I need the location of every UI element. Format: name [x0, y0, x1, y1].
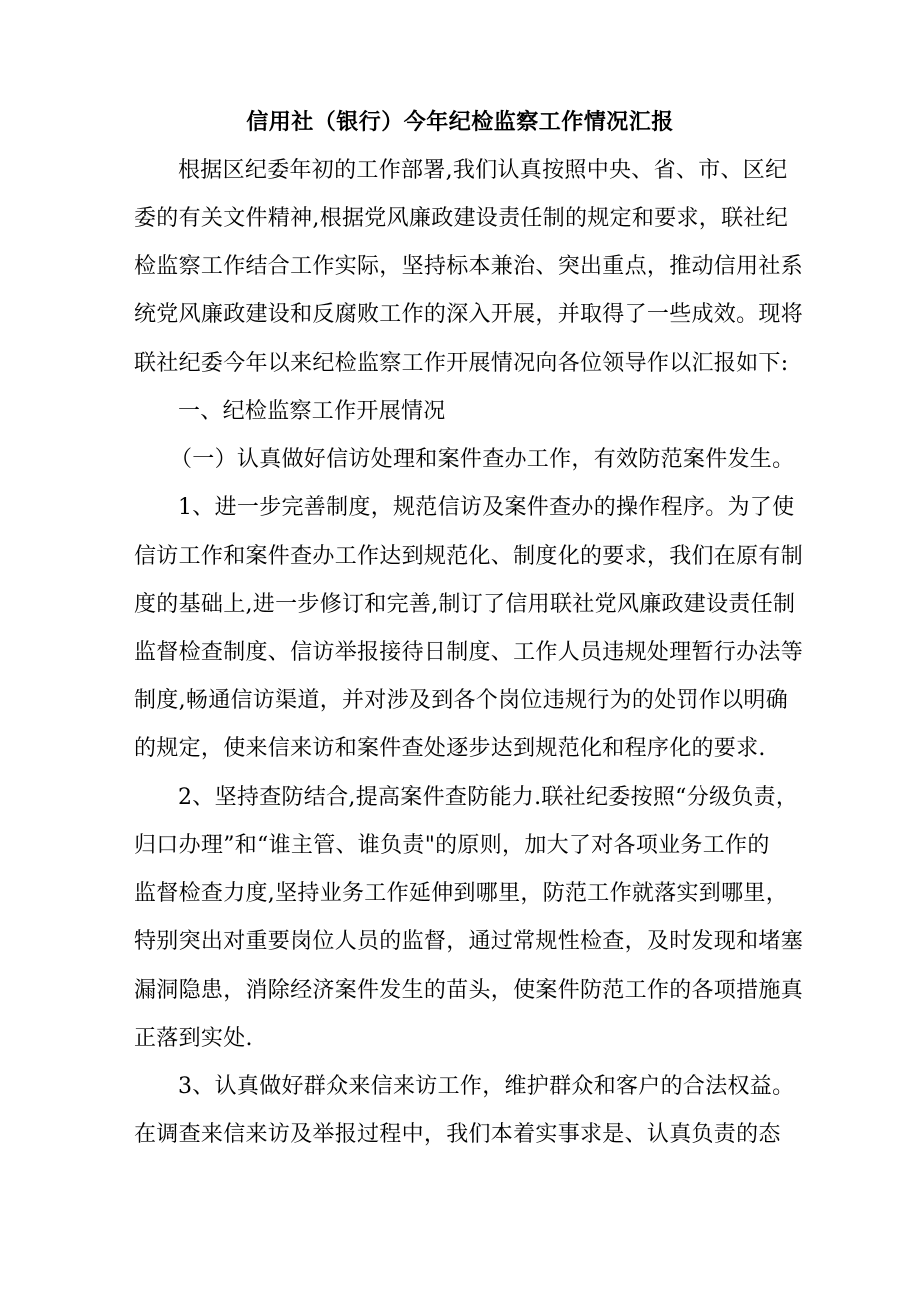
document-title: 信用社（银行）今年纪检监察工作情况汇报: [246, 109, 674, 135]
paragraph-line: 委的有关文件精神,根据党风廉政建设责任制的规定和要求，联社纪: [134, 206, 788, 231]
paragraph-line: 3、认真做好群众来信来访工作，维护群众和客户的合法权益。: [178, 1074, 795, 1099]
section-heading: 一、纪检监察工作开展情况: [178, 399, 446, 424]
subsection-heading: （一）认真做好信访处理和案件查办工作，有效防范案件发生。: [170, 447, 795, 472]
paragraph-line: 漏洞隐患，消除经济案件发生的苗头，使案件防范工作的各项措施真: [134, 978, 804, 1003]
paragraph-line: 根据区纪委年初的工作部署,我们认真按照中央、省、市、区纪: [178, 158, 788, 183]
paragraph-line: 在调查来信来访及举报过程中，我们本着实事求是、认真负责的态: [134, 1122, 781, 1147]
paragraph-line: 1、进一步完善制度，规范信访及案件查办的操作程序。为了使: [178, 495, 795, 520]
paragraph-line: 联社纪委今年以来纪检监察工作开展情况向各位领导作以汇报如下:: [134, 351, 789, 376]
paragraph-line: 归口办理”和“谁主管、谁负责"的原则，加大了对各项业务工作的: [134, 833, 770, 858]
paragraph-line: 检监察工作结合工作实际，坚持标本兼治、突出重点，推动信用社系: [134, 254, 804, 279]
paragraph-line: 特别突出对重要岗位人员的监督，通过常规性检查，及时发现和堵塞: [134, 929, 804, 954]
paragraph-line: 监督检查力度,坚持业务工作延伸到哪里，防范工作就落实到哪里，: [134, 881, 788, 906]
paragraph-line: 2、坚持查防结合,提高案件查防能力.联社纪委按照“分级负责，: [178, 785, 799, 810]
paragraph-line: 正落到实处.: [134, 1026, 253, 1051]
paragraph-line: 制度,畅通信访渠道，并对涉及到各个岗位违规行为的处罚作以明确: [134, 688, 788, 713]
paragraph-line: 的规定，使来信来访和案件查处逐步达到规范化和程序化的要求.: [134, 736, 766, 761]
paragraph-line: 信访工作和案件查办工作达到规范化、制度化的要求，我们在原有制: [134, 544, 804, 569]
paragraph-line: 统党风廉政建设和反腐败工作的深入开展，并取得了一些成效。现将: [134, 302, 804, 327]
paragraph-line: 监督检查制度、信访举报接待日制度、工作人员违规处理暂行办法等: [134, 640, 804, 665]
paragraph-line: 度的基础上,进一步修订和完善,制订了信用联社党风廉政建设责任制: [134, 592, 796, 617]
